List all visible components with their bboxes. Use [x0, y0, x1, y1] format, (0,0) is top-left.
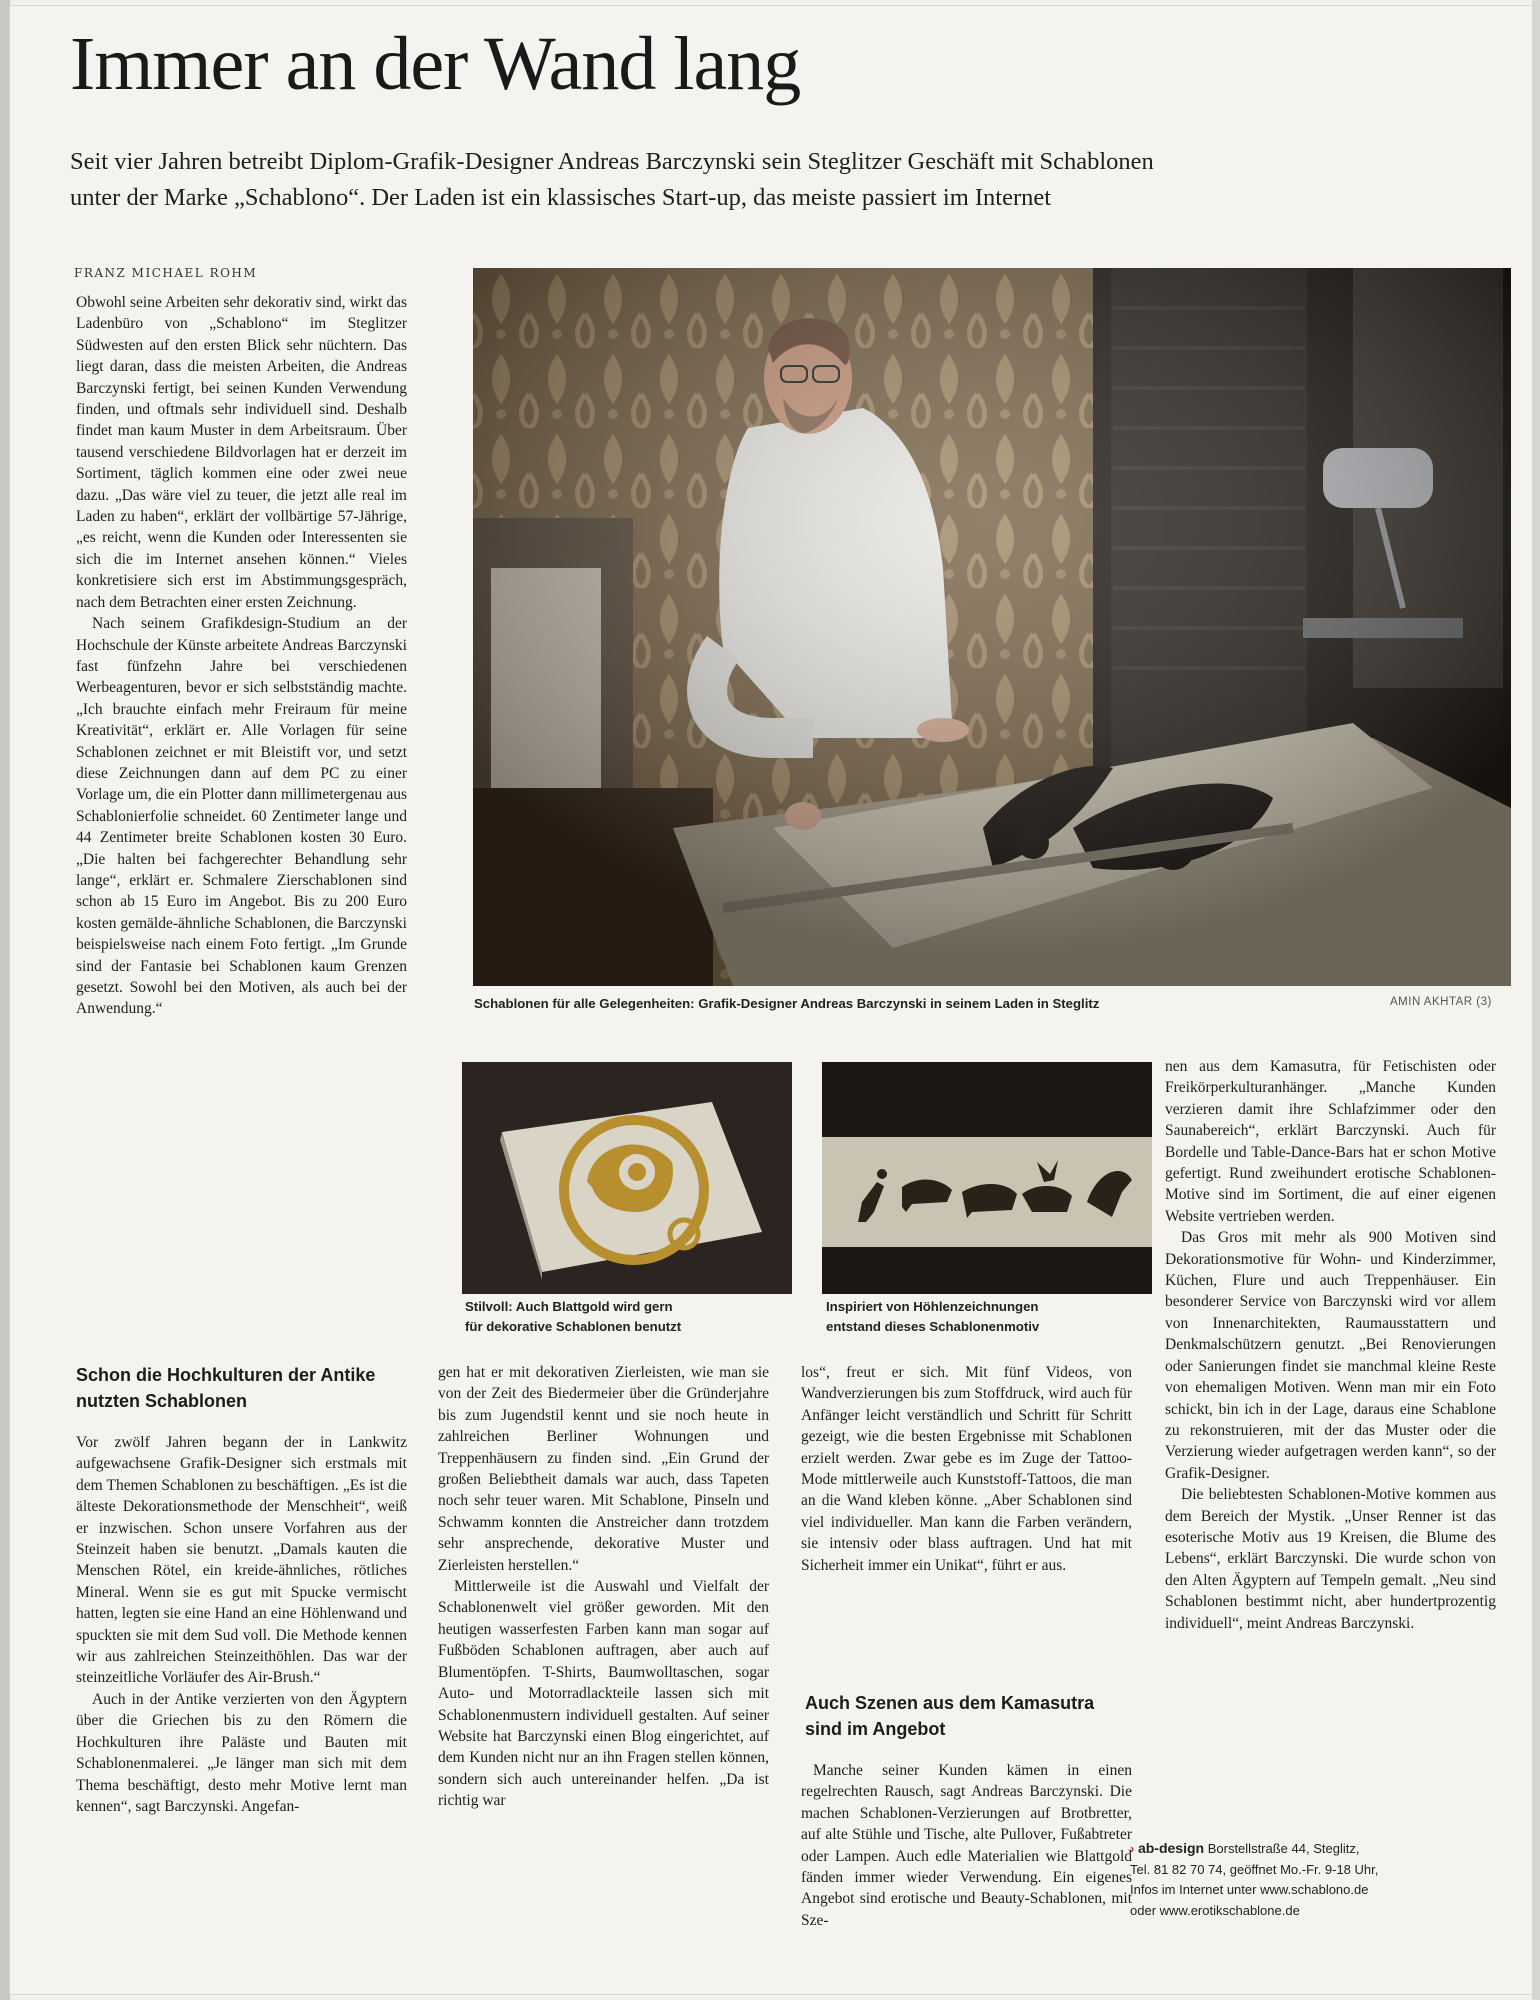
col1-paragraph-4: Auch in der Antike verzierten von den Ägyptern über die Griechen bis zu den Römern die Hochkulturen ihre Paläste und Bauten mit Schablonenmalerei. „Je länger man sich mit dem Thema beschäftigt, desto mehr Motive lernt man kennen“, sagt Barczynski. Angefan-	[76, 1690, 407, 1815]
col1-paragraph-3: Vor zwölf Jahren begann der in Lankwitz aufgewachsene Grafik-Designer sich erstmals mit dem Themen Schablonen zu beschäftigen. „Es ist die älteste Dekorationsmethode der Menschheit“, weiß er inzwischen. Schon unsere Vorfahren aus der Steinzeit haben sie benutzt. „Damals kauten die Menschen Rötel, ein kreide-ähnliches, rötliches Mineral. Wenn sie es gut mit Spucke vermischt hatten, legten sie eine Hand an eine Höhlenwand und spuckten sie mit dem Sud voll. Die Methode kennen wir aus zahlreichen Steinzeithöhlen. Das war der steinzeitliche Vorläufer des Air-Brush.“	[76, 1434, 407, 1687]
info-line-4: oder www.erotikschablone.de	[1130, 1902, 1300, 1918]
lede-line-1: Seit vier Jahren betreibt Diplom-Grafik-Designer Andreas Barczynski sein Steglitzer Geschäft mit Schablonen	[70, 148, 1154, 175]
arrow-icon: ›	[1130, 1841, 1135, 1856]
author-byline: FRANZ MICHAEL ROHM	[74, 266, 258, 280]
cave-stencil-photo	[822, 1062, 1152, 1294]
col3-paragraph-1: los“, freut er sich. Mit fünf Videos, von Wandverzierungen bis zum Stoffdruck, wird auch für Anfänger leicht verständlich und Schritt für Schritt gezeigt, wie die besten Ergebnisse mit Schablonen erzielt werden. Zwar gebe es im Zuge der Tattoo-Mode mittlerweile auch Kunststoff-Tattoos, die man an die Wand kleben könne. „Aber Schablonen sind viel individueller. Man kann die Farben verändern, sie intensiv oder blass auftragen. Und hat mit Sicherheit immer ein Unikat“, führt er aus.	[801, 1364, 1132, 1574]
gold-caption-line-2: für dekorative Schablonen benutzt	[465, 1319, 682, 1334]
subheading-antike: Schon die Hochkulturen der Antike nutzten Schablonen	[76, 1365, 376, 1411]
column-2	[438, 1362, 769, 1812]
main-photo-image	[473, 268, 1511, 986]
gold-stencil-image	[462, 1062, 792, 1294]
col4-paragraph-2: Das Gros mit mehr als 900 Motiven sind Dekorationsmotive für Wohn- und Kinderzimmer, Küchen, Flure und auch Treppenhäuser. Ein besonderer Service von Barczynski wird vor allem von Innenarchitekten, Raumausstattern und Denkmalschützern genutzt. „Bei Renovierungen oder Sanierungen findet sie manchmal kleine Reste von ehemaligen Motiven. Wenn man mir ein Foto schickt, bin ich in der Lage, daraus eine Schablone zu rekonstruieren, mit der das Muster oder die Verzierung wieder aufgetragen werden kann“, so der Grafik-Designer.	[1165, 1229, 1496, 1482]
info-line-0	[1130, 1838, 1510, 1860]
info-box	[1130, 1838, 1510, 1921]
cave-caption-line-2: entstand dieses Schablonenmotiv	[826, 1319, 1040, 1334]
info-address: Borstellstraße 44, Steglitz,	[1207, 1841, 1360, 1856]
cave-caption-line-1: Inspiriert von Höhlenzeichnungen	[826, 1299, 1039, 1314]
info-name: ab-design	[1137, 1840, 1205, 1856]
column-4	[1165, 1056, 1496, 1634]
subheading-kamasutra: Auch Szenen aus dem Kamasutra sind im Angebot	[805, 1693, 1095, 1739]
col3-paragraph-2: Manche seiner Kunden kämen in einen regelrechten Rausch, sagt Andreas Barczynski. Die machen Schablonen-Verzierungen auf Brotbretter, auf alte Stühle und Tische, alte Pullover, Fußabtreter oder Lampen. Auch edle Materialien wie Blattgold fänden immer wieder Verwendung. Ein eigenes Angebot sind erotische und Beauty-Schablonen, mit Sze-	[801, 1762, 1132, 1929]
info-line-2: Tel. 81 82 70 74, geöffnet Mo.-Fr. 9-18 Uhr,	[1130, 1861, 1379, 1877]
column-1-bottom	[76, 1432, 407, 1817]
col4-paragraph-3: Die beliebtesten Schablonen-Motive kommen aus dem Bereich der Mystik. „Unser Renner ist das esoterische Motiv aus 19 Kreisen, die Blume des Lebens“, erklärt Barczynski. Die wurde schon von den Alten Ägyptern auf Tempeln gemalt. „Neu sind Schablonen bestimmt nicht, aber hundertprozentig individuell“, meint Andreas Barczynski.	[1165, 1486, 1496, 1632]
main-photo	[473, 268, 1511, 986]
column-3-top	[801, 1362, 1132, 1576]
gold-caption-line-1: Stilvoll: Auch Blattgold wird gern	[465, 1299, 673, 1314]
gold-stencil-photo	[462, 1062, 792, 1294]
lede-line-2: unter der Marke „Schablono“. Der Laden ist ein klassisches Start-up, das meiste passiert im Internet	[70, 184, 1052, 211]
col2-paragraph-2: Mittlerweile ist die Auswahl und Vielfalt der Schablonenwelt viel größer geworden. Mit den heutigen wasserfesten Farben kann man sogar auf Fußböden Schablonen auftragen, aber auch auf Blumentöpfen. T-Shirts, Baumwolltaschen, sogar Auto- und Motorradlackteile lassen sich mit Schablonenmustern individuell gestalten. Auf seiner Website hat Barczynski einen Blog eingerichtet, auf dem Kunden nicht nur an ihn Fragen stellen können, sondern sich auch untereinander helfen. „Da ist richtig war	[438, 1578, 769, 1810]
col1-paragraph-1: Obwohl seine Arbeiten sehr dekorativ sind, wirkt das Ladenbüro von „Schablono“ im Steglitzer Südwesten auf den ersten Blick sehr nüchtern. Das liegt daran, dass die meisten Arbeiten, die Andreas Barczynski fertigt, bei seinen Kunden Verwendung finden, und oftmals sehr individuell sind. Deshalb findet man kaum Muster in dem Arbeitsraum. Über tausend verschiedene Bildvorlagen hat er derzeit im Sortiment, täglich kommen eine oder zwei neue dazu. „Das wäre viel zu teuer, die jetzt alle real im Laden zu haben“, erklärt der vollbärtige 57-Jährige, „es reicht, wenn die Kunden oder Interessenten sie sich die im Internet ansehen können.“ Vieles konkretisiere sich erst im Abstimmungsgespräch, nach dem Betrachten einer ersten Zeichnung.	[76, 294, 407, 611]
scan-edge-right	[1532, 0, 1540, 2000]
scan-edge-left	[0, 0, 10, 2000]
column-3-bottom	[801, 1760, 1135, 1931]
column-1-top	[76, 292, 407, 1020]
main-photo-caption: Schablonen für alle Gelegenheiten: Grafik-Designer Andreas Barczynski in seinem Laden in Steglitz	[474, 996, 1100, 1011]
headline: Immer an der Wand lang	[70, 22, 801, 106]
info-line-3: Infos im Internet unter www.schablono.de	[1130, 1882, 1369, 1897]
col4-paragraph-1: nen aus dem Kamasutra, für Fetischisten oder Freikörperkulturanhänger. „Manche Kunden verzieren damit ihre Schlafzimmer oder den Saunabereich“, erklärt Barczynski. Auch für Bordelle und Table-Dance-Bars hat er schon Motive gefertigt. Rund zweihundert erotische Schablonen-Motive sind im Sortiment, die auf einer eigenen Website vertrieben werden.	[1165, 1058, 1496, 1225]
cave-stencil-image	[822, 1062, 1152, 1294]
col2-paragraph-1: gen hat er mit dekorativen Zierleisten, wie man sie von der Zeit des Biedermeier über die Gründerjahre bis zum Jugendstil kennt und sie noch heute in zahlreichen Berliner Wohnungen und Treppenhäusern zu finden sind. „Ein Grund der großen Beliebtheit damals war auch, dass Tapeten noch sehr teuer waren. Mit Schablone, Pinseln und Schwamm konnten die Anstreicher dann trotzdem sehr ansprechende, dekorative Muster und Zierleisten herstellen.“	[438, 1364, 769, 1574]
col1-paragraph-2: Nach seinem Grafikdesign-Studium an der Hochschule der Künste arbeitete Andreas Barczynski fast fünfzehn Jahre bei verschiedenen Werbeagenturen, bevor er sich selbstständig machte. „Ich brauchte einfach mehr Freiraum für meine Kreativität“, erklärt er. Alle Vorlagen für seine Schablonen zeichnet er mit Bleistift vor, und setzt diese Zeichnungen dann auf dem PC zu einer Vorlage um, die ein Plotter dann millimetergenau aus Schablonierfolie schneidet. 60 Zentimeter lange und 44 Zentimeter breite Schablonen kosten 30 Euro. „Die halten bei fachgerechter Behandlung sehr lange“, erklärt er. Schmalere Zierschablonen sind schon ab 15 Euro im Angebot. Bis zu 200 Euro kosten gemälde-ähnliche Schablonen, die Barczynski beispielsweise nach einem Foto fertigt. „Im Grunde sind der Fantasie bei Schablonen kaum Grenzen gesetzt. Sowohl bei den Motiven, als auch bei der Anwendung.“	[76, 615, 407, 1018]
photo-credit: AMIN AKHTAR (3)	[1390, 996, 1492, 1008]
